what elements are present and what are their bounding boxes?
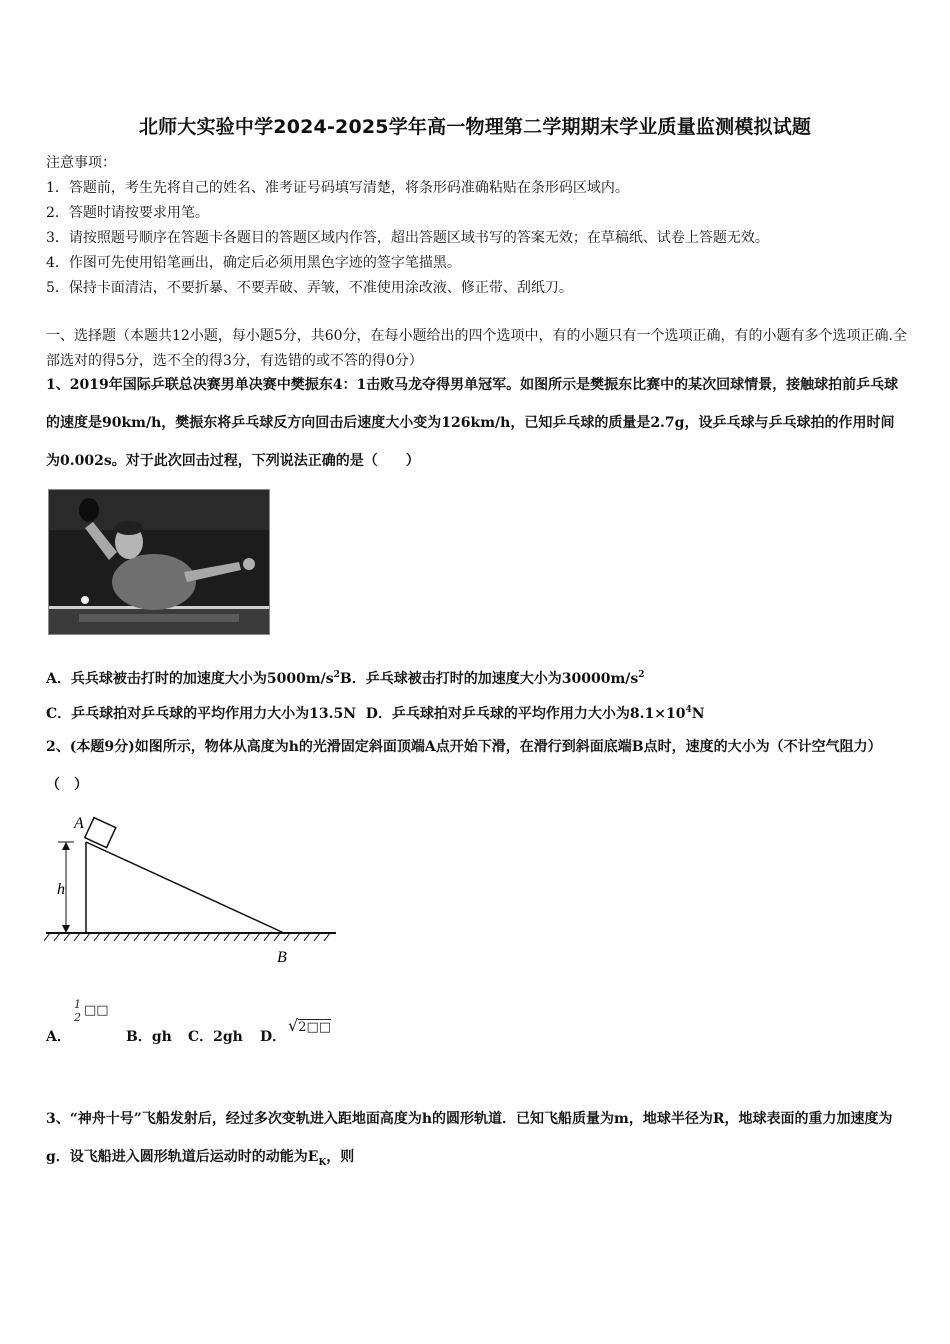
table-tennis-photo — [48, 489, 270, 635]
formula-sqrt: √2□□ — [288, 1016, 332, 1035]
formula-half: 1 2 □□ — [74, 998, 109, 1024]
option-b: B．gh — [126, 1029, 172, 1045]
notice-item: 2．答题时请按要求用笔。 — [46, 205, 209, 221]
option-c: C．乒乓球拍对乒乓球的平均作用力大小为13.5N — [46, 706, 357, 722]
question-1-stem: 1、2019年国际乒联总决赛男单决赛中樊振东4：1击败马龙夺得男单冠军。如图所示是樊振东比赛中的某次回球情景，接触球拍前乒乓球的速度是90km/h，樊振东将乒乓球反方向回击后速度大小变为126km/h，已知乒乓球的质量是2.7g，设乒乓球与乒乓球拍的作用时间为0.002s。对于此次回击过程，下列说法正确的是（ ） — [46, 377, 899, 469]
option-d: D． — [260, 1029, 287, 1045]
notice-item: 4．作图可先使用铅笔画出，确定后必须用黑色字迹的签字笔描黑。 — [46, 255, 461, 271]
player-illustration — [49, 490, 269, 634]
incline-diagram — [44, 810, 344, 974]
section-instructions: 一、选择题（本题共12小题，每小题5分，共60分，在每小题给出的四个选项中，有的小题只有一个选项正确，有的小题有多个选项正确.全部选对的得5分，选不全的得3分，有选错的或不答的得0分） — [46, 328, 907, 369]
question-3-stem: 3、“神舟十号”飞船发射后，经过多次变轨进入距地面高度为h的圆形轨道．已知飞船质量为m，地球半径为R，地球表面的重力加速度为g．设飞船进入圆形轨道后运动时的动能为$E_K$，则 — [46, 1111, 893, 1168]
option-d: D．乒乓球拍对乒乓球的平均作用力大小为8.1×10 — [365, 706, 686, 722]
notice-block — [46, 151, 916, 301]
label-b: B — [277, 949, 287, 966]
option-a: A． — [46, 1029, 71, 1045]
notice-item: 1．答题前，考生先将自己的姓名、准考证号码填写清楚，将条形码准确粘贴在条形码区域内。 — [46, 180, 629, 196]
notice-heading: 注意事项： — [46, 155, 116, 171]
notice-item: 5．保持卡面清洁，不要折暴、不要弄破、弄皱，不准使用涂改液、修正带、刮纸刀。 — [46, 280, 573, 296]
notice-item: 3．请按照题号顺序在答题卡各题目的答题区域内作答，超出答题区域书写的答案无效；在草稿纸、试卷上答题无效。 — [46, 230, 769, 246]
option-b: B．乒乓球被击打时的加速度大小为30000m/s — [339, 671, 639, 687]
question-2-options — [46, 998, 908, 1046]
question-1-options-ab: A．兵兵球被击打时的加速度大小为$5000m/s^2B$．乒乓球被击打时的加速度大小为$30000m/s^2$ — [46, 670, 645, 687]
label-a: A — [74, 815, 84, 832]
question-1-options-cd: C．乒乓球拍对乒乓球的平均作用力大小为13.5N D．乒乓球拍对乒乓球的平均作用力大小为$8.1\times 10^4N$ — [46, 705, 705, 722]
question-2-stem: 2、(本题9分)如图所示，物体从高度为h的光滑固定斜面顶端A点开始下滑，在滑行到斜面底端B点时，速度的大小为（不计空气阻力）（ ） — [46, 739, 882, 793]
option-a: A．兵兵球被击打时的加速度大小为5000m/s — [46, 671, 334, 687]
page-title: 北师大实验中学2024-2025学年高一物理第二学期期末学业质量监测模拟试题 — [138, 116, 812, 138]
option-c: C．2gh — [188, 1029, 243, 1045]
label-h: h — [57, 881, 65, 898]
